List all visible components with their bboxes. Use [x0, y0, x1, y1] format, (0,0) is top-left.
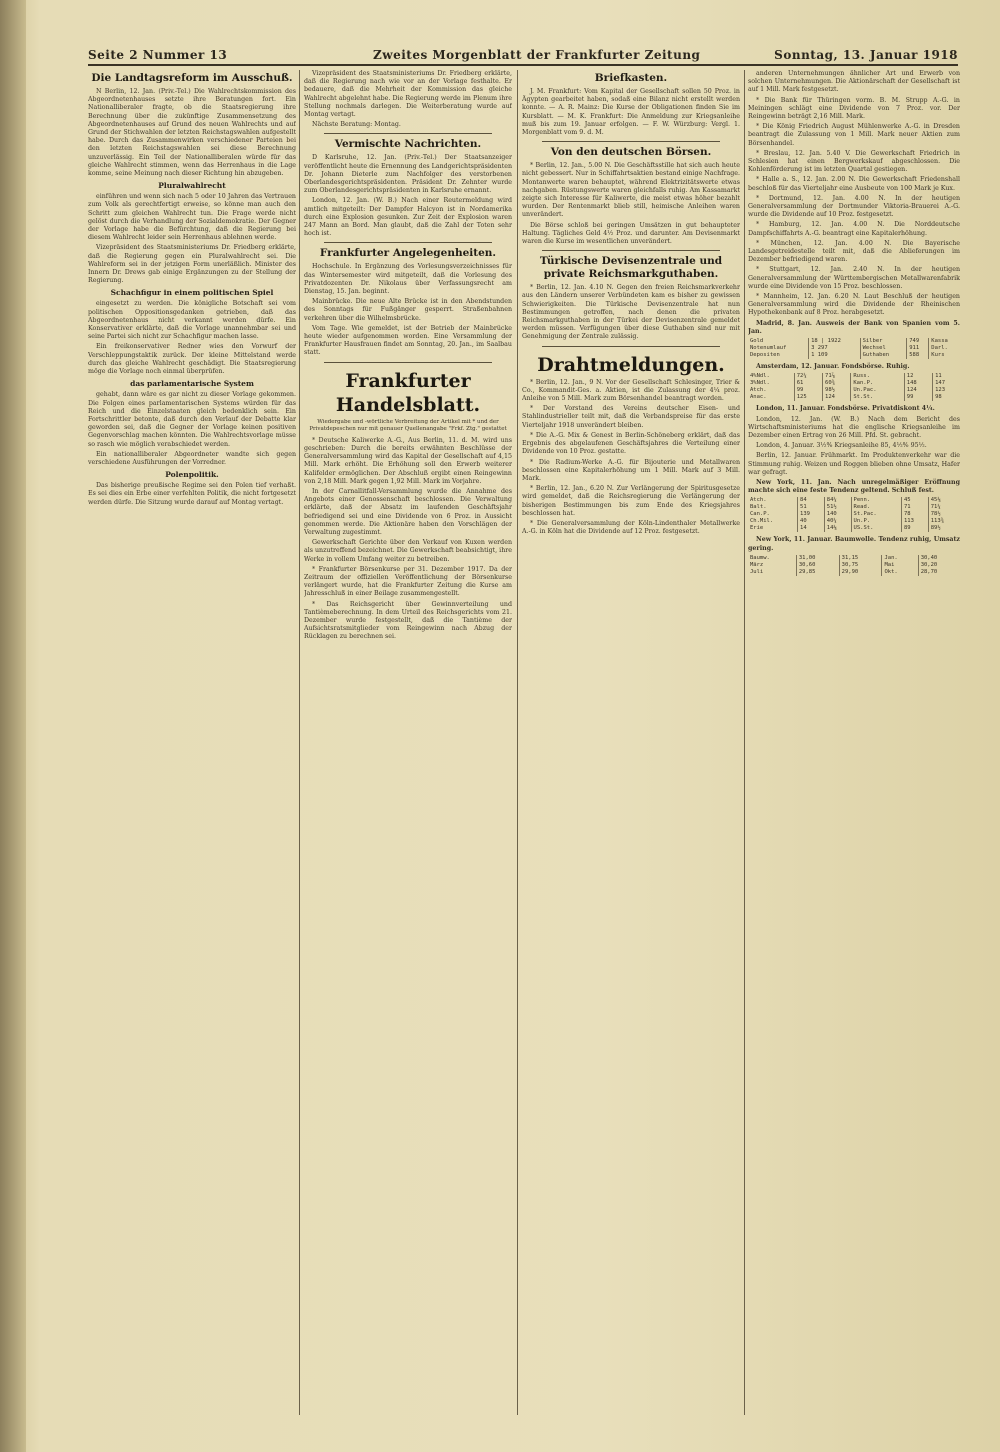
header-rule [88, 64, 958, 66]
table-cell: Kurs [931, 352, 945, 359]
table-cell: 139 [798, 511, 825, 518]
table-cell: 72¼ [794, 373, 822, 380]
table-cell: 113¾ [930, 518, 944, 525]
table-cell: 18 | 1922 [809, 338, 861, 345]
table-row [748, 338, 960, 345]
table-row [748, 387, 960, 394]
article-paragraph: * Halle a. S., 12. Jan. 2.00 N. Die Gewerkschaft Friedenshall beschloß für das Vierteljahr eine Ausbeute von 100 Mark je Kux. [748, 176, 960, 192]
table-row [748, 497, 960, 504]
table-cell: 140 [824, 511, 851, 518]
section-masthead: Drahtmeldungen. [537, 353, 725, 376]
article-paragraph: N Berlin, 12. Jan. (Priv.-Tel.) Die Wahlrechtskommission des Abgeordnetenhauses setzte ihre Beratungen fort. Ein Nationalliberaler fragte, ob die Staatsregierung ihre Berechnung über die zukünftige Zusammensetzung des Abgeordnetenhauses auf Grund des neuen Wahlrechts und auf Grund der Stichwahlen der letzten Reichstagswahlen aufgestellt habe. Durch das Zusammenwirken verschiedener Parteien bei den letzten Reichstagswahlen sei diese Berechnung unzuverlässig. Ein Teil der Nationalliberalen würde für das gleiche Wahlrecht stimmen, wenn das Herrenhaus in die Lage komme, seine Meinung nach dieser Richtung hin abzugeben. [88, 88, 296, 178]
table-row [748, 373, 960, 380]
table-cell: Atch. [748, 497, 798, 504]
table-cell: 125 [794, 394, 822, 401]
table-cell: US.St. [851, 525, 901, 532]
table-cell: Atch. [748, 387, 794, 394]
table-cell: 45 [901, 497, 928, 504]
table-cell: 98 [935, 394, 942, 401]
table-cell: März [748, 562, 796, 569]
page-header [88, 44, 958, 66]
table-cell: 30,60 [796, 562, 839, 569]
book-gutter [0, 0, 26, 1452]
header-publication: Zweites Morgenblatt der Frankfurter Zeitung [373, 48, 701, 62]
column-1 [88, 70, 296, 1415]
table-cell: 40 [798, 518, 825, 525]
table-cell: 51½ [824, 504, 851, 511]
table-cell: Darl. [931, 345, 948, 352]
table-cell: Kassa [931, 338, 948, 345]
column-2 [304, 70, 512, 1415]
table-cell: 148 [904, 380, 932, 387]
table-cell: 749 [907, 338, 929, 345]
market-report-title: Amsterdam, 12. Januar. Fondsbörse. Ruhig. [756, 363, 910, 371]
table-cell: Juli [748, 569, 796, 576]
article-paragraph: Vizepräsident des Staatsministeriums Dr. Friedberg erklärte, daß die Regierung gegen ein Pluralwahlrecht sei. Die Wahlreform sei in der jetzigen Form unerläßlich. Minister des Innern Dr. Drews gab einige Ergänzungen zu der Stellung der Regierung. [88, 244, 296, 285]
article-paragraph: * Die Generalversammlung der Köln-Lindenthaler Metallwerke A.-G. in Köln hat die Dividende auf 12 Proz. festgesetzt. [522, 519, 740, 536]
table-cell: St.St. [851, 394, 904, 401]
column-4 [748, 70, 960, 1415]
table-cell: 14 [798, 525, 825, 532]
section-rule [324, 362, 492, 363]
article-paragraph: London, 12. Jan. (W. B.) Nach dem Bericht des Wirtschaftsministeriums hat die englische Kriegsanleihe im Dezember einen Ertrag von 26 Mill. Pfd. St. gebracht. [748, 415, 960, 439]
table-cell: 3%Ndl. [748, 380, 794, 387]
table-cell: Un.Pac. [851, 387, 904, 394]
table-cell: 11 [935, 373, 942, 380]
article-paragraph: * Der Vorstand des Vereins deutscher Eisen- und Stahlindustrieller teilt mit, daß die Verbandspreise für das erste Vierteljahr 1918 unverändert bleiben. [522, 405, 740, 429]
article-paragraph: anderen Unternehmungen ähnlicher Art und Erwerb von solchen Unternehmungen. Die Aktionärschaft der Gesellschaft ist auf 1 Mill. Mark festgesetzt. [748, 70, 960, 94]
section-rule [324, 133, 492, 134]
article-paragraph: Hochschule. In Ergänzung des Vorlesungsverzeichnisses für das Wintersemester wird mitgeteilt, daß die Vorlesung des Privatdozenten Dr. Nikolaus über Verfassungsrecht am Dienstag, 15. Jan. beginnt. [304, 263, 512, 296]
table-cell: 99 [904, 394, 932, 401]
table-row [748, 518, 960, 525]
column-3 [522, 70, 740, 1415]
table-cell: Erie [748, 525, 798, 532]
table-cell: 4%Ndl. [748, 373, 794, 380]
newyork-table [748, 497, 960, 532]
table-cell: 30,20 [920, 561, 938, 568]
table-cell: Guthaben [860, 352, 907, 359]
amsterdam-table [748, 373, 960, 401]
article-paragraph: * Berlin, 12. Jan. 4.10 N. Gegen den freien Reichsmarkverkehr aus den Ländern unserer Verbündeten kam es bisher zu gewissen Schwierigkeiten. Die Türkische Devisenzentrale hat nun Bestimmungen getroffen, nach denen die privaten Reichsmarkguthaben in der Türkei der Devisenzentrale gemeldet werden müssen. Verfügungen über diese Guthaben sind nur mit Genehmigung der Zentrale zulässig. [522, 284, 740, 341]
header-date: Sonntag, 13. Januar 1918 [774, 48, 958, 62]
table-cell: Kan.P. [851, 380, 904, 387]
table-cell: 124 [904, 387, 932, 394]
article-paragraph: Nächste Beratung: Montag. [312, 121, 401, 129]
table-cell: 14⅛ [824, 525, 851, 532]
subheading: Polenpolitik. [165, 470, 219, 480]
section-rule [542, 250, 720, 251]
subheading: das parlamentarische System [130, 379, 254, 389]
table-cell: 911 [907, 345, 929, 352]
table-cell: 30,40 [920, 554, 938, 561]
article-title: Vermischte Nachrichten. [334, 138, 482, 151]
article-title: Frankfurter Angelegenheiten. [319, 247, 497, 260]
table-cell: 29,85 [796, 569, 839, 576]
article-paragraph: Die Börse schloß bei geringen Umsätzen in gut behaupteter Haltung. Tägliches Geld 4½ Proz. und darunter. Am Devisenmarkt waren die Kurse im wesentlichen unverändert. [522, 221, 740, 246]
article-paragraph: Berlin, 12. Januar. Frühmarkt. Im Produktenverkehr war die Stimmung ruhig. Weizen und Roggen blieben ohne Umsatz, Hafer war gefragt. [748, 452, 960, 476]
article-paragraph: London, 4. Januar. 3½% Kriegsanleihe 85, 4½% 95½. [756, 442, 927, 450]
table-row [748, 345, 960, 352]
article-paragraph: * Das Reichsgericht über Gewinnverteilung und Tantièmeberechnung. In dem Urteil des Reichsgerichts vom 21. Dezember wurde festgestellt, daß die Tantième der Aufsichtsratsmitglieder vom Reingewinn nach Abzug der Rücklagen zu berechnen sei. [304, 600, 512, 641]
article-paragraph: Vom Tage. Wie gemeldet, ist der Betrieb der Mainbrücke heute wieder aufgenommen worden. Eine Versammlung der Frankfurter Hausfrauen findet am Sonntag, 20. Jan., im Saalbau statt. [304, 324, 512, 357]
table-cell: 51 [798, 504, 825, 511]
subheading: Pluralwahlrecht [158, 181, 226, 191]
article-paragraph: * Die König Friedrich August Mühlenwerke A.-G. in Dresden beantragt die Zulassung von 1 Mill. Mark neuer Aktien zum Börsenhandel. [748, 123, 960, 147]
article-paragraph: eingesetzt zu werden. Die königliche Botschaft sei vom politischen Oppositionsgedanken getrieben, daß das Abgeordnetenhaus nicht verkannt werden dürfe. Ein Konservativer erklärte, daß die Vorlage unannehmbar sei und seine Partei sich nicht zur Schachfigur machen lasse. [88, 300, 296, 341]
article-paragraph: * Die A.-G. Mix & Genest in Berlin-Schöneberg erklärt, daß das Ergebnis des abgelaufenen Geschäftsjahres die Verteilung einer Dividende von 10 Proz. gestatte. [522, 431, 740, 456]
article-paragraph: Ein freikonservativer Redner wies den Vorwurf der Verschleppungstaktik zurück. Der kleine Mittelstand werde durch das gleiche Wahlrecht geschädigt. Die Staatsregierung möge die Vorlage noch einmal überprüfen. [88, 343, 296, 376]
table-cell: 60¾ [823, 380, 851, 387]
table-cell: 31,00 [796, 555, 839, 562]
column-divider [299, 70, 300, 1415]
table-cell: 61 [794, 380, 822, 387]
table-cell: 98½ [823, 387, 851, 394]
table-cell: Okt. [882, 569, 918, 576]
table-cell: 124 [823, 394, 851, 401]
table-cell: Read. [851, 504, 901, 511]
table-cell: 89½ [930, 525, 941, 532]
article-paragraph: * Dortmund, 12. Jan. 4.00 N. In der heutigen Generalversammlung der Dortmunder Viktoria-Brauerei A.-G. wurde die Dividende auf 10 Proz. festgesetzt. [748, 194, 960, 219]
masthead-note: Wiedergabe und -wörtliche Verbreitung der Artikel mit * und der Privatdepeschen nur mit genauer Quellenangabe "Frkf. Ztg." gestattet [309, 418, 507, 432]
article-paragraph: einführen und wenn sich nach 5 oder 10 Jahren das Vertrauen zum Volk als gerechtfertigt erweise, so könne man auch den Schritt zum gleichen Wahlrecht tun. Die Frage werde nicht gelöst durch die Verhandlung der Sozialdemokratie. Der Gegner der Vorlage habe die Befürchtung, daß die Regierung bei diesem Wahlrecht leider sein Herrenhaus ablehnen werde. [88, 193, 296, 242]
table-cell: Penn. [851, 497, 901, 504]
table-cell: 28,70 [920, 568, 938, 575]
article-title: Türkische Devisenzentrale und private Reichsmarkguthaben. [539, 255, 723, 281]
table-cell: 3 297 [809, 345, 861, 352]
table-cell: 123 [935, 387, 946, 394]
article-paragraph: * Die Bank für Thüringen vorm. B. M. Strupp A.-G. in Meiningen schlägt eine Dividende von 7 Proz. vor. Der Reingewinn beträgt 2,16 Mill. Mark. [748, 96, 960, 121]
table-cell: 89 [901, 525, 928, 532]
article-paragraph: In der Carnallitfall-Versammlung wurde die Annahme des Angebots einer Genossenschaft beschlossen. Die Verwaltung erklärte, daß der Absatz im laufenden Geschäftsjahr befriedigend sei und eine Dividende von 6 Proz. in Aussicht genommen werde. Die Aktionäre haben den Vorschlägen der Verwaltung zugestimmt. [304, 487, 512, 536]
article-paragraph: gehabt, dann wäre es gar nicht zu dieser Vorlage gekommen. Die Folgen eines parlamentarischen Systems würden für das Reich und die Einzelstaaten gleich bedenklich sein. Ein Fortschrittler betonte, daß durch den Verlauf der Debatte klar geworden sei, daß die Gegner der Vorlage keinen positiven Gegenvorschlag machen könnten. Die Wahlrechtsvorlage müsse so rasch wie möglich verabschiedet werden. [88, 391, 296, 448]
market-report-title: New York, 11. Januar. Baumwolle. Tendenz ruhig, Umsatz gering. [748, 536, 960, 552]
table-cell: 30,75 [839, 562, 882, 569]
table-cell: 78 [901, 511, 928, 518]
article-paragraph: J. M. Frankfurt: Vom Kapital der Gesellschaft sollen 50 Proz. in Ägypten gearbeitet haben, sodaß eine Bilanz nicht erstellt werden konnte. — A. R. Mainz: Die Kurse der Obligationen finden Sie im Kursblatt. — M. K. Frankfurt: Die Anmeldung zur Kriegsanleihe muß bis zum 19. Januar erfolgen. — F. W. Würzburg: Vergl. 1. Morgenblatt vom 9. d. M. [522, 88, 740, 137]
table-cell: 84¼ [824, 497, 851, 504]
table-row [748, 380, 960, 387]
table-cell: 78½ [930, 511, 941, 518]
table-cell: St.Pac. [851, 511, 901, 518]
article-paragraph: * Mannheim, 12. Jan. 6.20 N. Laut Beschluß der heutigen Generalversammlung wird die Dividende der Rheinischen Hypothekenbank auf 8 Proz. herabgesetzt. [748, 293, 960, 317]
article-paragraph: * Breslau, 12. Jan. 5.40 V. Die Gewerkschaft Friedrich in Schlesien hat einen Bergwerkskauf abgeschlossen. Die Kohlenförderung ist im letzten Quartal gestiegen. [748, 149, 960, 174]
table-cell: Anac. [748, 394, 794, 401]
article-paragraph: * Deutsche Kaliwerke A.-G., Aus Berlin, 11. d. M. wird uns geschrieben: Durch die bereits erwähnten Beschlüsse der Generalversammlung wird das Kapital der Gesellschaft auf 4,15 Mill. Mark erhöht. Die Erhöhung soll den Erwerb weiterer Kalifelder ermöglichen. Der Abschluß ergibt einen Reingewinn von 2,18 Mill. Mark gegen 1,92 Mill. Mark im Vorjahre. [304, 436, 512, 485]
table-cell: 71¼ [930, 504, 941, 511]
article-paragraph: Gewerkschaft Gerichte über den Verkauf von Kuxen werden als unzutreffend bezeichnet. Die Gewerkschaft beabsichtigt, ihre Werke in vollem Umfang weiter zu betreiben. [304, 539, 512, 563]
market-report-title: Madrid, 8. Jan. Ausweis der Bank von Spanien vom 5. Jan. [748, 319, 960, 335]
table-cell: 588 [907, 352, 929, 359]
article-title: Von den deutschen Börsen. [550, 146, 712, 159]
table-cell: 71 [901, 504, 928, 511]
section-rule [324, 242, 492, 243]
article-paragraph: Das bisherige preußische Regime sei den Polen tief verhaßt. Es sei dies ein Erbe einer verfehlten Politik, die nicht fortgesetzt werden dürfe. Die Sitzung wurde darauf auf Montag vertagt. [88, 482, 296, 506]
table-cell: 84 [798, 497, 825, 504]
table-cell: Russ. [851, 373, 904, 380]
table-cell: Ch.Mil. [748, 518, 798, 525]
table-cell: 113 [901, 518, 928, 525]
article-paragraph: Ein nationalliberaler Abgeordneter wandte sich gegen verschiedene Ausführungen der Vorredner. [88, 450, 296, 466]
column-divider [517, 70, 518, 1415]
table-cell: Un.P. [851, 518, 901, 525]
table-row [748, 562, 960, 569]
section-masthead: Frankfurter Handelsblatt. [335, 369, 481, 416]
table-row [748, 511, 960, 518]
table-cell: Depositen [748, 352, 809, 359]
header-page-number: Seite 2 Nummer 13 [88, 48, 228, 62]
table-cell: Baumw. [748, 555, 796, 562]
table-cell: Jan. [882, 555, 918, 562]
table-cell: Silber [860, 338, 907, 345]
article-paragraph: * Stuttgart, 12. Jan. 2.40 N. In der heutigen Generalversammlung der Württembergischen Metallwarenfabrik wurde eine Dividende von 15 Proz. beschlossen. [748, 266, 960, 290]
table-cell: 71⅞ [823, 373, 851, 380]
article-paragraph: * Frankfurter Börsenkurse per 31. Dezember 1917. Da der Zeitraum der offiziellen Veröffentlichung der Börsenkurse verlängert wurde, hat die Frankfurter Zeitung die Kurse am Jahresschluß in einer Beilage zusammengestellt. [304, 565, 512, 598]
article-paragraph: * Berlin, 12. Jan., 5.00 N. Die Geschäftsstille hat sich auch heute nicht gebessert. Nur in Schiffahrtsaktien bestand einige Nachfrage. Montanwerte waren behauptet, während Elektrizitätswerte etwas nachgaben. Rüstungswerte waren gleichfalls ruhig. Am Kassamarkt zeigte sich Interesse für Kaliwerte, die meist etwas höher bezahlt wurden. Der Rentenmarkt blieb still, heimische Anleihen waren unverändert. [522, 162, 740, 219]
table-row [748, 555, 960, 562]
subheading: Schachfigur in einem politischen Spiel [110, 288, 274, 298]
section-rule [542, 346, 720, 347]
table-cell: 45⅛ [930, 497, 941, 504]
table-cell: 29,90 [839, 569, 882, 576]
table-row [748, 504, 960, 511]
article-paragraph: London, 12. Jan. (W. B.) Nach einer Reutermeldung wird amtlich mitgeteilt: Der Dampfer Halcyon ist in Nordamerika durch eine Explosion gesunken. Zur Zeit der Explosion waren 247 Mann an Bord. Man glaubt, daß die Zahl der Toten sehr hoch ist. [304, 197, 512, 238]
table-cell: Gold [748, 338, 809, 345]
madrid-table [748, 338, 960, 359]
cotton-table [748, 555, 960, 576]
article-paragraph: * Die Radium-Werke A.-G. für Bijouterie und Metallwaren beschlossen eine Kapitalerhöhung um 1 Mill. Mark auf 3 Mill. Mark. [522, 458, 740, 482]
article-title: Die Landtagsreform im Ausschuß. [91, 72, 293, 84]
table-cell: Balt. [748, 504, 798, 511]
table-row [748, 352, 960, 359]
table-cell: 40¼ [824, 518, 851, 525]
table-cell: Mai [882, 562, 918, 569]
market-report-title: London, 11. Januar. Fondsbörse. Privatdiskont 4¼. [756, 405, 935, 413]
table-row [748, 569, 960, 576]
article-paragraph: * Hamburg, 12. Jan. 4.00 N. Die Norddeutsche Dampfschiffahrts A.-G. beantragt eine Kapitalerhöhung. [748, 221, 960, 237]
table-cell: Wechsel [860, 345, 907, 352]
table-row [748, 394, 960, 401]
table-cell: 99 [794, 387, 822, 394]
section-rule [542, 141, 720, 142]
article-title: Briefkasten. [594, 72, 668, 84]
article-paragraph: * Berlin, 12. Jan., 9 N. Vor der Gesellschaft Schlesinger, Trier & Co., Kommandit-Ges. a. Aktien, ist die Zulassung der 4¼ proz. Anleihe von 5 Mill. Mark zum Börsenhandel beantragt worden. [522, 378, 740, 403]
table-cell: 31,15 [839, 555, 882, 562]
article-paragraph: D Karlsruhe, 12. Jan. (Priv.-Tel.) Der Staatsanzeiger veröffentlicht heute die Ernennung des Landgerichtspräsidenten Dr. Johann Dieterle zum Nachfolger des verstorbenen Oberlandesgerichtspräsidenten. Präsident Dr. Zehnter wurde zum Oberlandesgerichtspräsidenten in Karlsruhe ernannt. [304, 154, 512, 195]
article-paragraph: * München, 12. Jan. 4.00 N. Die Bayerische Landesgetreidestelle teilt mit, daß die Ablieferungen im Dezember befriedigend waren. [748, 239, 960, 264]
table-cell: Notenumlauf [748, 345, 809, 352]
table-cell: 1 109 [809, 352, 861, 359]
table-cell: Can.P. [748, 511, 798, 518]
column-divider [744, 70, 745, 1415]
article-paragraph: Mainbrücke. Die neue Alte Brücke ist in den Abendstunden des Sonntags für Fußgänger gesperrt. Straßenbahnen verkehren über die Wilhelmsbrücke. [304, 298, 512, 322]
article-paragraph: Vizepräsident des Staatsministeriums Dr. Friedberg erklärte, daß die Regierung nach wie vor an der Vorlage festhalte. Er bedauere, daß die Mehrheit der Kommission das gleiche Wahlrecht abgelehnt habe. Die Regierung werde im Plenum ihre Stellung nochmals darlegen. Die Weiterberatung wurde auf Montag vertagt. [304, 70, 512, 119]
table-cell: 147 [935, 380, 946, 387]
table-cell: 12 [904, 373, 932, 380]
table-row [748, 525, 960, 532]
article-paragraph: * Berlin, 12. Jan., 6.20 N. Zur Verlängerung der Spiritusgesetze wird gemeldet, daß die Reichsregierung die Verlängerung der bisherigen Bestimmungen bis zum Ende des Kriegsjahres beschlossen hat. [522, 485, 740, 517]
market-report-title: New York, 11. Jan. Nach unregelmäßiger Eröffnung machte sich eine feste Tendenz geltend. Schluß fest. [748, 478, 960, 495]
